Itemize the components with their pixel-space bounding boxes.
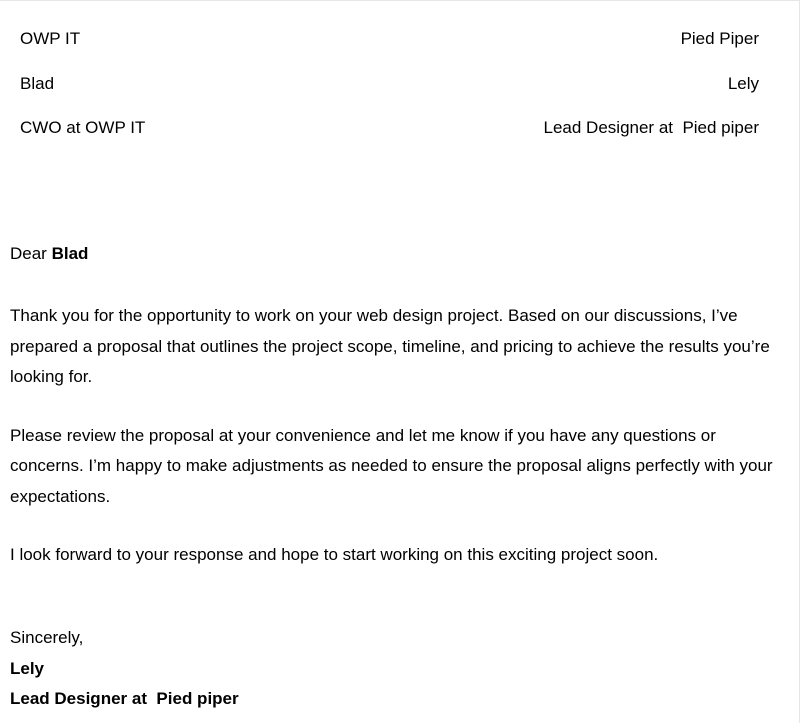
paragraph-review: Please review the proposal at your convenience and let me know if you have any questions or concerns. I’m happy to make adjustments as needed to ensure the proposal aligns perfectly with your expectations. [10, 425, 773, 506]
signer-name: Lely [10, 658, 45, 678]
recipient-company: Pied Piper [680, 29, 759, 48]
signer-title: Lead Designer at Pied piper [10, 689, 239, 708]
header-row-title [20, 118, 759, 163]
salutation-name: Blad [51, 244, 89, 263]
salutation-prefix: Dear [10, 244, 52, 263]
header-row-name [20, 74, 759, 119]
header-row-company [20, 29, 759, 74]
sender-title: CWO at OWP IT [20, 118, 146, 137]
signoff [10, 623, 239, 715]
paragraph-closing: I look forward to your response and hope to start working on this exciting project soon. [10, 545, 659, 564]
letter-header [20, 29, 759, 163]
recipient-title: Lead Designer at Pied piper [543, 118, 759, 137]
closing-text: Sincerely, [10, 628, 84, 647]
letter-body [10, 244, 780, 571]
sender-company: OWP IT [20, 29, 81, 48]
sender-name: Blad [20, 73, 55, 93]
salutation [10, 244, 780, 264]
paragraph-intro: Thank you for the opportunity to work on your web design project. Based on our discussions, I’ve prepared a proposal that outlines the project scope, timeline, and pricing to achieve the results you’re looking for. [10, 306, 770, 386]
recipient-name: Lely [727, 73, 759, 93]
